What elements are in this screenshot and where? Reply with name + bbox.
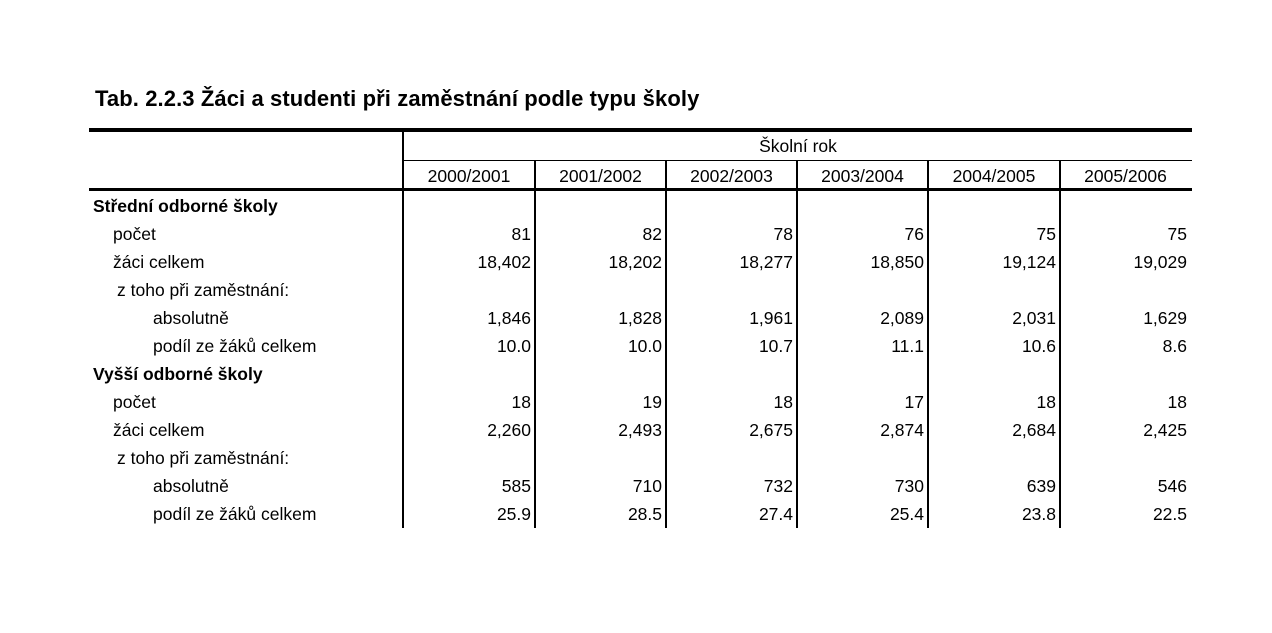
- year-header: 2001/2002: [559, 166, 642, 186]
- value-cell: 25.9: [496, 504, 531, 524]
- year-header: 2000/2001: [427, 166, 511, 186]
- value-cell: 75: [1036, 224, 1056, 244]
- value-cell: 28.5: [627, 504, 662, 524]
- row-label: žáci celkem: [113, 420, 205, 440]
- row-label: počet: [113, 392, 156, 412]
- value-cell: 18: [511, 392, 531, 412]
- year-header: 2003/2004: [821, 166, 904, 186]
- data-table: [89, 128, 1192, 528]
- row-label: z toho při zaměstnání:: [117, 280, 290, 300]
- row-label: absolutně: [153, 476, 229, 496]
- header-bottom-rule: [89, 188, 1192, 191]
- row-label: absolutně: [153, 308, 229, 328]
- value-cell: 10.0: [496, 336, 531, 356]
- value-cell: 19,124: [1002, 252, 1056, 272]
- value-cell: 2,031: [1012, 308, 1056, 328]
- value-cell: 1,961: [749, 308, 793, 328]
- value-cell: 18: [1167, 392, 1187, 412]
- value-cell: 11.1: [891, 336, 924, 356]
- value-cell: 82: [642, 224, 662, 244]
- value-cell: 19: [642, 392, 662, 412]
- row-label: podíl ze žáků celkem: [153, 336, 317, 356]
- value-cell: 2,675: [749, 420, 793, 440]
- value-cell: 81: [511, 224, 531, 244]
- value-cell: 18: [1036, 392, 1056, 412]
- value-cell: 546: [1157, 476, 1187, 496]
- value-cell: 2,260: [487, 420, 531, 440]
- top-rule: [89, 128, 1192, 132]
- label-column-divider: [402, 132, 404, 528]
- value-cell: 1,828: [618, 308, 662, 328]
- value-cell: 10.7: [758, 336, 793, 356]
- section-heading: Střední odborné školy: [93, 196, 278, 216]
- value-cell: 1,846: [487, 308, 531, 328]
- value-cell: 19,029: [1133, 252, 1187, 272]
- value-cell: 18,202: [608, 252, 662, 272]
- school-year-header: Školní rok: [759, 136, 837, 156]
- value-cell: 22.5: [1152, 504, 1187, 524]
- row-label: podíl ze žáků celkem: [153, 504, 317, 524]
- value-cell: 18: [773, 392, 793, 412]
- value-cell: 10.0: [627, 336, 662, 356]
- value-cell: 78: [773, 224, 793, 244]
- value-cell: 2,425: [1143, 420, 1187, 440]
- value-cell: 10.6: [1021, 336, 1056, 356]
- value-cell: 75: [1167, 224, 1187, 244]
- value-cell: 710: [632, 476, 662, 496]
- year-header: 2002/2003: [690, 166, 773, 186]
- value-cell: 76: [904, 224, 924, 244]
- value-cell: 585: [501, 476, 531, 496]
- value-cell: 2,684: [1012, 420, 1056, 440]
- value-cell: 1,629: [1143, 308, 1187, 328]
- value-cell: 2,493: [618, 420, 662, 440]
- year-header: 2004/2005: [952, 166, 1036, 186]
- value-cell: 25.4: [889, 504, 924, 524]
- value-cell: 23.8: [1021, 504, 1056, 524]
- value-cell: 18,402: [477, 252, 531, 272]
- value-cell: 17: [904, 392, 924, 412]
- value-cell: 2,089: [880, 308, 924, 328]
- value-cell: 18,277: [739, 252, 793, 272]
- row-label: žáci celkem: [113, 252, 205, 272]
- value-cell: 639: [1026, 476, 1056, 496]
- value-cell: 732: [763, 476, 793, 496]
- table-title: Tab. 2.2.3 Žáci a studenti při zaměstnání podle typu školy: [95, 86, 700, 111]
- row-label: z toho při zaměstnání:: [117, 448, 290, 468]
- year-header: 2005/2006: [1084, 166, 1167, 186]
- value-cell: 27.4: [758, 504, 793, 524]
- value-cell: 730: [894, 476, 924, 496]
- value-cell: 8.6: [1162, 336, 1187, 356]
- row-label: počet: [113, 224, 156, 244]
- value-cell: 2,874: [880, 420, 924, 440]
- value-cell: 18,850: [870, 252, 924, 272]
- section-heading: Vyšší odborné školy: [93, 364, 263, 384]
